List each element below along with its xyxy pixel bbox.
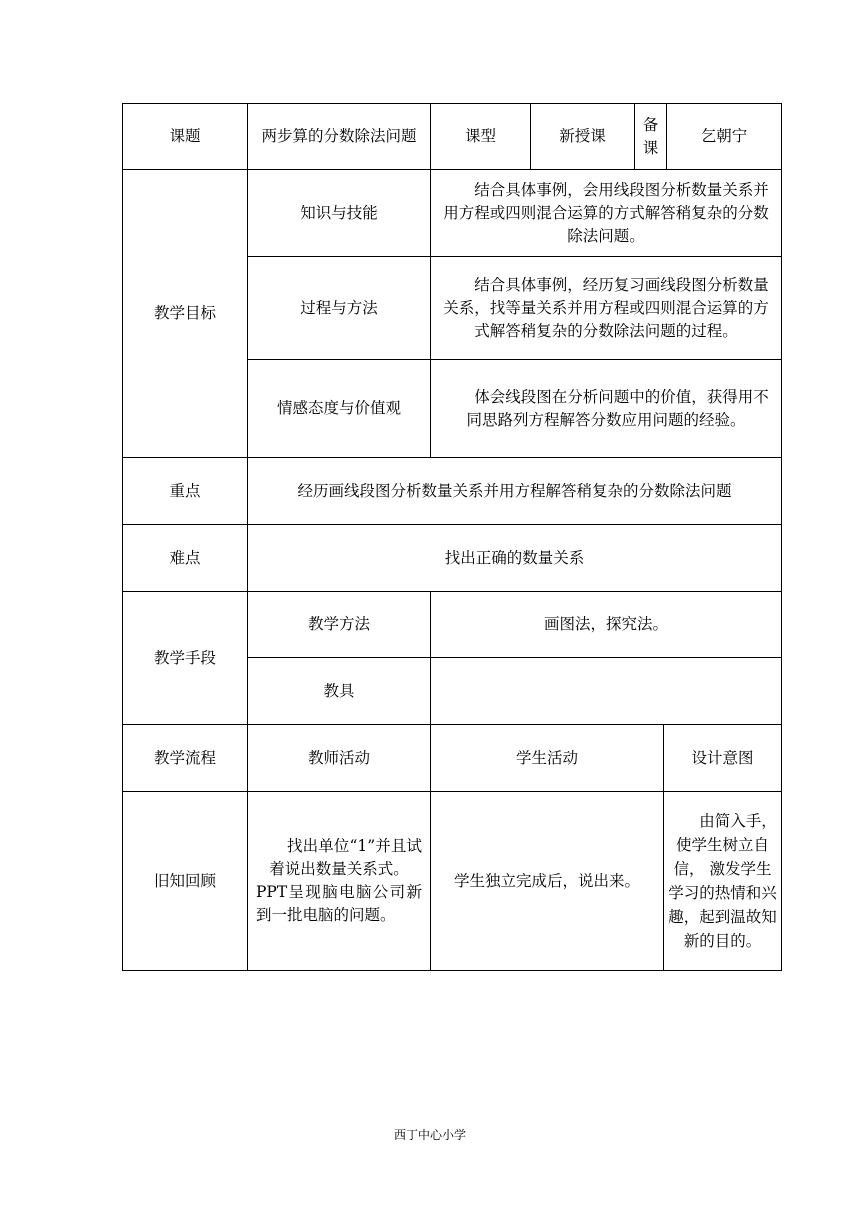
review-label: 旧知回顾 [123, 792, 248, 971]
means-label: 教学手段 [123, 592, 248, 725]
objective-text: 体会线段图在分析问题中的价值，获得用不同思路列方程解答分数应用问题的经验。 [431, 360, 782, 458]
key-point-label: 重点 [123, 458, 248, 525]
row-topic [123, 104, 782, 170]
type-label: 课型 [431, 104, 531, 170]
objective-name: 过程与方法 [248, 257, 431, 360]
topic-value: 两步算的分数除法问题 [248, 104, 431, 170]
review-intent: 由简入手，使学生树立自信， 激发学生学习的热情和兴趣，起到温故知新的目的。 [664, 792, 782, 971]
row-objective-knowledge [123, 170, 782, 257]
key-point-text: 经历画线段图分析数量关系并用方程解答稍复杂的分数除法问题 [248, 458, 782, 525]
flow-label: 教学流程 [123, 725, 248, 792]
review-teacher-line1: 找出单位“1”并且试着说出数量关系式。 [269, 837, 422, 878]
row-review [123, 792, 782, 971]
objective-text: 结合具体事例，会用线段图分析数量关系并用方程或四则混合运算的方式解答稍复杂的分数除法问题。 [431, 170, 782, 257]
review-teacher-cell [248, 792, 431, 971]
footer-school-name: 西丁中心小学 [393, 1128, 466, 1142]
difficulty-label: 难点 [123, 525, 248, 592]
tools-label: 教具 [248, 658, 431, 725]
row-flow-header [123, 725, 782, 792]
review-student: 学生独立完成后，说出来。 [431, 792, 664, 971]
tools-value [431, 658, 782, 725]
row-means-method [123, 592, 782, 658]
topic-label: 课题 [123, 104, 248, 170]
lesson-plan-table [122, 103, 782, 971]
type-value: 新授课 [531, 104, 635, 170]
objective-name: 知识与技能 [248, 170, 431, 257]
design-intent-header: 设计意图 [664, 725, 782, 792]
objective-text: 结合具体事例，经历复习画线段图分析数量关系，找等量关系并用方程或四则混合运算的方式解答稍复杂的分数除法问题的过程。 [431, 257, 782, 360]
student-activity-header: 学生活动 [431, 725, 664, 792]
method-value: 画图法，探究法。 [431, 592, 782, 658]
method-label: 教学方法 [248, 592, 431, 658]
row-difficulty [123, 525, 782, 592]
objectives-label: 教学目标 [123, 170, 248, 458]
prep-label: 备课 [635, 104, 667, 170]
objective-name: 情感态度与价值观 [248, 360, 431, 458]
prep-value: 乞朝宁 [667, 104, 782, 170]
row-key-point [123, 458, 782, 525]
teacher-activity-header: 教师活动 [248, 725, 431, 792]
review-teacher-line2: PPT呈现脑电脑公司新到一批电脑的问题。 [256, 883, 422, 924]
difficulty-text: 找出正确的数量关系 [248, 525, 782, 592]
